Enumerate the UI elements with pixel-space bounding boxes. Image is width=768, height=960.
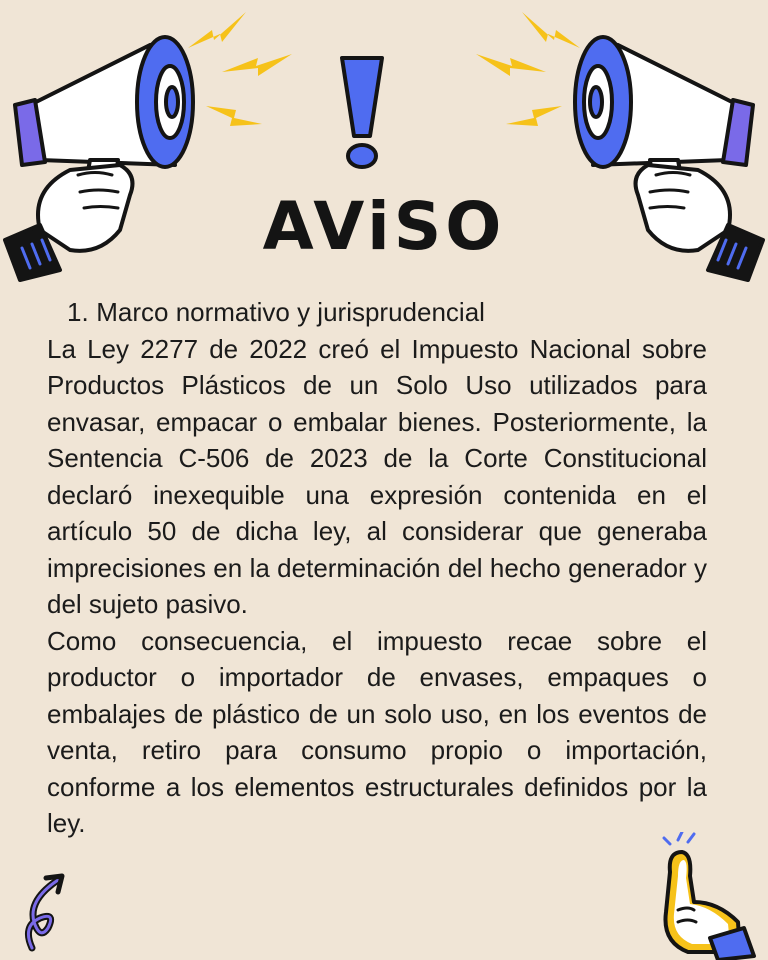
section-number: 1. bbox=[67, 297, 89, 327]
section-heading bbox=[67, 294, 707, 331]
lightning-icon bbox=[188, 12, 292, 126]
thumbs-up-icon bbox=[648, 832, 758, 960]
paragraph-1: La Ley 2277 de 2022 creó el Impuesto Nacional sobre Productos Plásticos de un Solo Uso utilizados para envasar, empacar o embalar bienes. Posteriormente, la Sentencia C-506 de 2023 de la Corte Constitucional declaró inexequible una expresión contenida en el artículo 50 de dicha ley, al considerar que generaba imprecisiones en la determinación del hecho generador y del sujeto pasivo. bbox=[47, 333, 707, 619]
notice-content bbox=[47, 294, 707, 842]
paragraph-2: Como consecuencia, el impuesto recae sobre el productor o importador de envases, empaques o embalajes de plástico de un solo uso, en los eventos de venta, retiro para consumo propio o importación, conforme a los elementos estructurales definidos por la ley. bbox=[47, 625, 707, 838]
lightning-icon bbox=[476, 12, 580, 126]
exclamation-icon bbox=[342, 58, 382, 167]
curly-arrow-icon bbox=[18, 866, 78, 956]
page-title: AViSO bbox=[262, 188, 506, 265]
section-heading-text: Marco normativo y jurisprudencial bbox=[96, 297, 485, 327]
